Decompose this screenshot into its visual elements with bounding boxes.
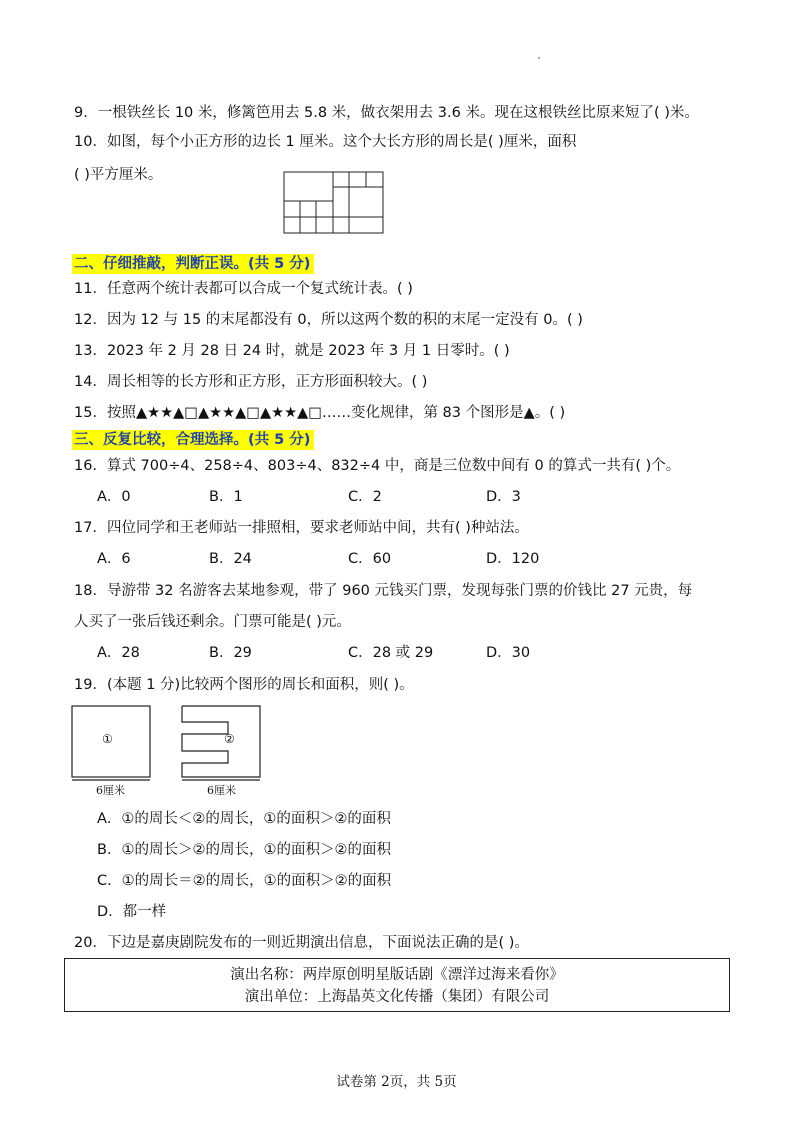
question-11: 11．任意两个统计表都可以合成一个复式统计表。( ): [74, 281, 413, 297]
question-14: 14．周长相等的长方形和正方形，正方形面积较大。( ): [74, 374, 428, 390]
performance-organizer: 演出单位：上海晶英文化传播（集团）有限公司: [244, 989, 550, 1005]
question-10-line1: 10．如图，每个小正方形的边长 1 厘米。这个大长方形的周长是( )厘米，面积: [74, 134, 577, 150]
q19-option-a: A．①的周长＜②的周长，①的面积＞②的面积: [97, 811, 391, 827]
page-footer: 试卷第 2页，共 5页: [336, 1074, 457, 1090]
q17-option-d: D．120: [486, 551, 540, 567]
q16-option-b: B．1: [209, 489, 243, 505]
q10-grid-figure: [283, 171, 385, 235]
question-16: 16．算式 700÷4、258÷4、803÷4、832÷4 中，商是三位数中间有 0 的算式一共有( )个。: [74, 458, 681, 474]
q18-option-b: B．29: [209, 645, 252, 661]
q19-figure-2-dimension: 6厘米: [207, 784, 236, 797]
q19-figure-1-label: ①: [102, 732, 113, 746]
q18-option-a: A．28: [97, 645, 140, 661]
question-18-line2: 人买了一张后钱还剩余。门票可能是( )元。: [74, 614, 351, 630]
section-2-heading: 二、仔细推敲，判断正误。(共 5 分): [72, 254, 314, 274]
q16-option-c: C．2: [348, 489, 382, 505]
question-12: 12．因为 12 与 15 的末尾都没有 0，所以这两个数的积的末尾一定没有 0。( ): [74, 312, 583, 328]
q19-option-d: D．都一样: [97, 904, 167, 920]
scan-dot: [538, 57, 540, 59]
q19-figure-2: [180, 704, 264, 782]
q17-option-b: B．24: [209, 551, 252, 567]
q18-option-c: C．28 或 29: [348, 645, 434, 661]
question-9: 9．一根铁丝长 10 米，修篱笆用去 5.8 米，做衣架用去 3.6 米。现在这根铁丝比原来短了( )米。: [74, 105, 699, 121]
question-18-line1: 18．导游带 32 名游客去某地参观，带了 960 元钱买门票，发现每张门票的价钱比 27 元贵，每: [74, 583, 693, 599]
question-17: 17．四位同学和王老师站一排照相，要求老师站中间，共有( )种站法。: [74, 520, 529, 536]
q16-option-a: A．0: [97, 489, 131, 505]
section-3-heading: 三、反复比较，合理选择。(共 5 分): [72, 430, 314, 450]
question-20: 20．下边是嘉庚剧院发布的一则近期演出信息，下面说法正确的是( )。: [74, 935, 529, 951]
q19-option-c: C．①的周长＝②的周长，①的面积＞②的面积: [97, 873, 392, 889]
performance-info-box: [64, 958, 730, 1012]
q19-figure-2-label: ②: [224, 732, 235, 746]
q17-option-a: A．6: [97, 551, 131, 567]
q16-option-d: D．3: [486, 489, 521, 505]
question-15: 15．按照▲★★▲□▲★★▲□▲★★▲□……变化规律，第 83 个图形是▲。( ): [74, 405, 566, 421]
question-19: 19．(本题 1 分)比较两个图形的周长和面积，则( )。: [74, 677, 414, 693]
question-13: 13．2023 年 2 月 28 日 24 时，就是 2023 年 3 月 1 日零时。( ): [74, 343, 510, 359]
q18-option-d: D．30: [486, 645, 531, 661]
q19-figure-1-dimension: 6厘米: [96, 784, 125, 797]
q19-option-b: B．①的周长＞②的周长，①的面积＞②的面积: [97, 842, 391, 858]
q17-option-c: C．60: [348, 551, 392, 567]
performance-name: 演出名称：两岸原创明星版话剧《漂洋过海来看你》: [230, 967, 564, 983]
question-10-line2: ( )平方厘米。: [74, 167, 163, 183]
